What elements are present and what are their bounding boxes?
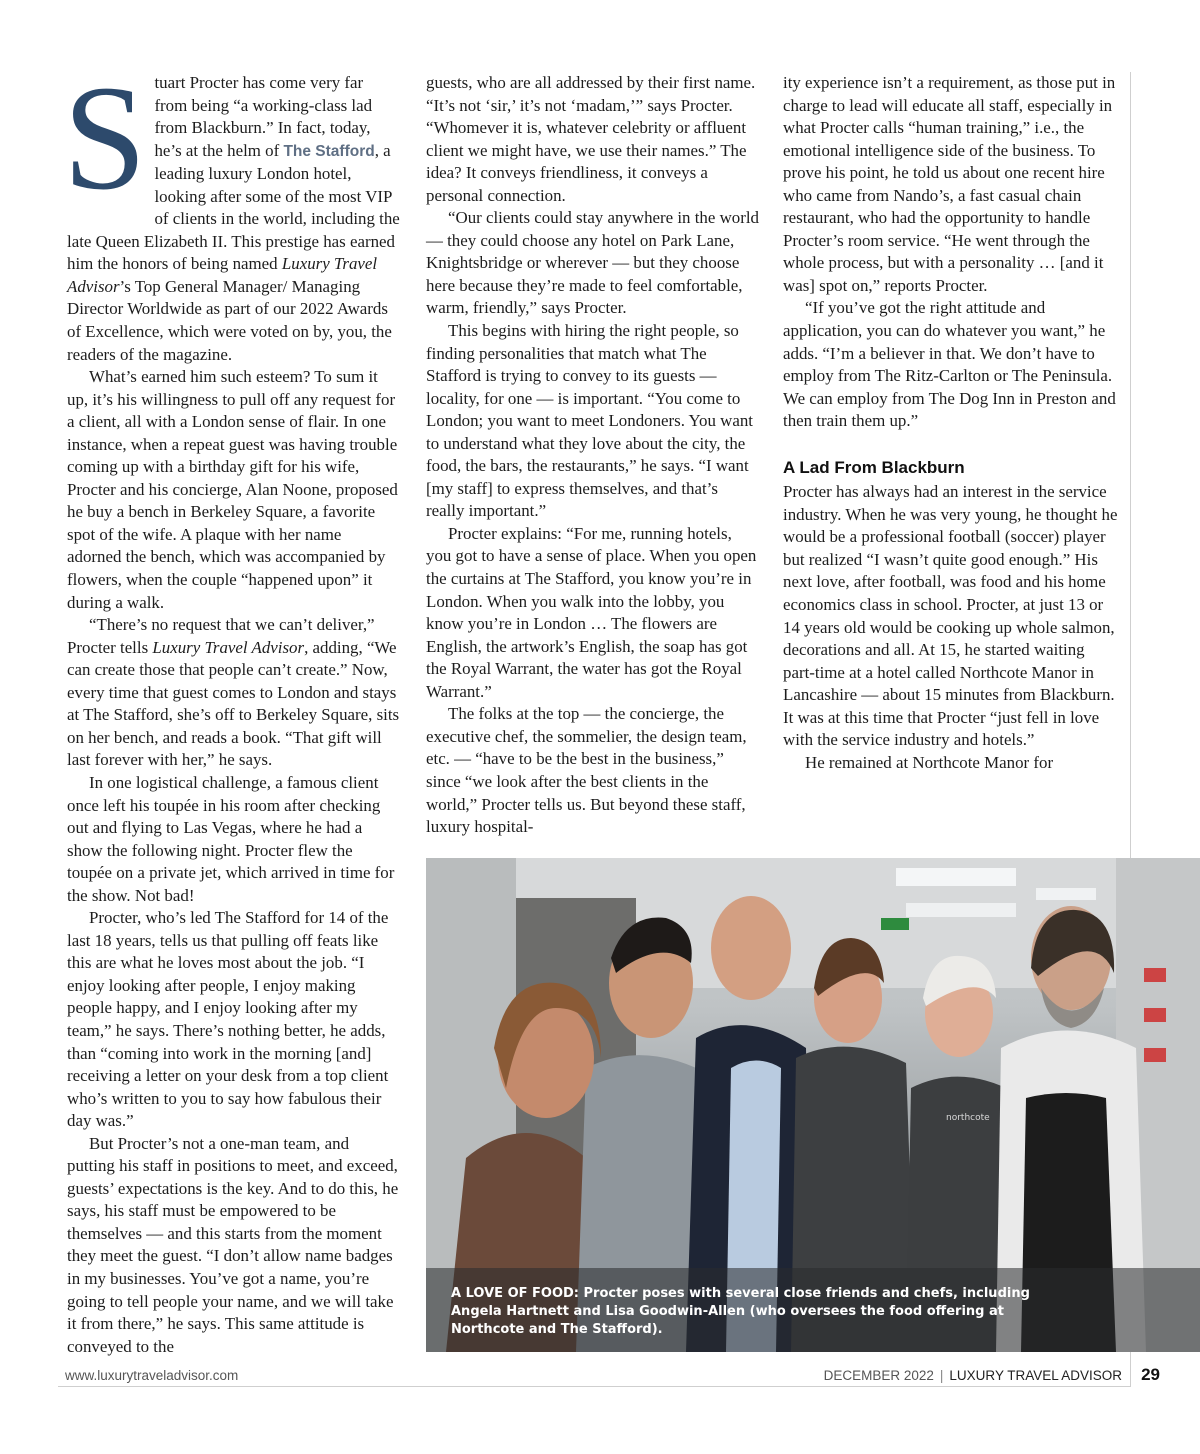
kitchen-scene [426,858,1200,1352]
paragraph: Procter explains: “For me, running hotels, you got to have a sense of place. When you open the curtains at The Stafford, you know you’re in London. When you walk into the lobby, you know you’re in London … The flowers are English, the artwork’s English, the soap has got the Royal Warrant, the water has got the Royal Warrant.” [426,523,757,701]
photo-caption: A LOVE OF FOOD: Procter poses with several close friends and chefs, including Angela Hartnett and Lisa Goodwin-Allen (who oversees the food offering at Northcote and The Stafford). [451,1286,1030,1337]
drop-cap: S [63,55,147,221]
subheading: A Lad From Blackburn [783,457,965,477]
footer-separator: | [939,1368,944,1383]
article-column-1 [63,55,400,1358]
paragraph: “Our clients could stay anywhere in the world — they could choose any hotel on Park Lane, Knightsbridge or wherever — but they choose here because they’re made to feel comfortable, warm, friendly,” says Procter. [426,208,759,318]
footer-rule [58,1386,1131,1387]
paragraph: Procter has always had an interest in the service industry. When he was very young, he thought he would be a professional football (soccer) player but realized “I wasn’t quite good enough.” His next love, after football, was food and his home economics class in school. Procter, at just 13 or 14 years old would be cooking up whole salmon, decorations and all. At 15, he started waiting part-time at a hotel called Northcote Manor in Lancashire — about 15 minutes from Blackburn. It was at this time that Procter “just fell in love with the service industry and hotels.” [783,482,1118,750]
paragraph: guests, who are all addressed by their first name. “It’s not ‘sir,’ it’s not ‘madam,’” says Procter. “Whomever it is, whatever celebrity or affluent client we might have, we use their names.” The idea? It conveys friendliness, it conveys a personal connection. [426,73,756,205]
paragraph: “There’s no request that we can’t deliver,” Procter tells Luxury Travel Advisor, adding, “We can create those that people can’t create.” Now, every time that guest comes to London and stays at The Stafford, she’s off to Berkeley Square, sits on her bench, and reads a book. “That gift will last forever with her,” he says. [67,615,400,770]
paragraph: But Procter’s not a one-man team, and putting his staff in positions to meet, and exceed, guests’ expectations is the key. And to do this, he says, his staff must be empowered to be themselves — and this starts from the moment they meet the guest. “I don’t allow name badges in my businesses. You’ve got a name, you’re going to tell people your name, and we will take it from there,” he says. This same attitude is conveyed to the [67,1133,399,1356]
paragraph: What’s earned him such esteem? To sum it up, it’s his willingness to pull off any request for a client, all with a London sense of flair. In one instance, when a repeat guest was having trouble coming up with a birthday gift for his wife, Procter and his concierge, Alan Noone, proposed he buy a bench in Berkeley Square, a favorite spot of the wife. A plaque with her name adorned the bench, which was accompanied by flowers, when the couple “happened upon” it during a walk. [67,367,398,612]
paragraph: ity experience isn’t a requirement, as those put in charge to lead will educate all staff, especially in what Procter calls “human training,” i.e., the emotional intelligence side of the business. To prove his point, he told us about one recent hire who came from Nando’s, a fast casual chain restaurant, who had the opportunity to handle Procter’s room service. “He went through the whole process, but with a personality … [and it was] spot on,” reports Procter. [783,73,1116,295]
footer-website: www.luxurytraveladvisor.com [65,1368,239,1383]
footer-date: DECEMBER 2022 [823,1368,934,1383]
paragraph: This begins with hiring the right people, so finding personalities that match what The Stafford is trying to convey to its guests — locality, for one — is important. “You come to London; you want to meet Londoners. You want to understand what they love about the city, the food, the bars, the restaurants,” he says. “I want [my staff] to express themselves, and that’s really important.” [426,321,753,521]
hotel-name: The Stafford [283,142,375,160]
paragraph: In one logistical challenge, a famous client once left his toupée in his room after checking out and flying to Las Vegas, where he had a show the following night. Procter flew the toupée on a private jet, which arrived in time for the show. Not bad! [67,772,395,905]
page-number: 29 [1141,1365,1160,1384]
footer-magazine: LUXURY TRAVEL ADVISOR [949,1368,1122,1383]
apron-logo: northcote [946,1113,990,1123]
paragraph: “If you’ve got the right attitude and application, you can do whatever you want,” he adds. “I’m a believer in that. We don’t have to employ from The Ritz-Carlton or The Peninsula. We can employ from The Dog Inn in Preston and then train them up.” [783,298,1116,431]
magazine-name: Luxury Travel Advisor [152,637,305,657]
paragraph: Procter, who’s led The Stafford for 14 of the last 18 years, tells us that pulling off feats like this are what he loves most about the job. “I enjoy looking after people, I enjoy making people happy, and I enjoy looking after my team,” he says. There’s nothing better, he adds, than “coming into work in the morning [and] receiving a letter on your desk from a top client who’s written to you to say how fabulous their day was.” [67,908,389,1131]
article-column-2 [426,72,759,839]
paragraph: The folks at the top — the concierge, the executive chef, the sommelier, the design team, etc. — “have to be the best in the business,” since “we look after the best clients in the world,” Procter tells us. But beyond these staff, luxury hospital- [426,704,747,837]
group-photo [426,858,1200,1352]
paragraph: He remained at Northcote Manor for [805,752,1054,772]
magazine-name: Luxury Travel Advisor [67,254,378,296]
paragraph-intro: Stuart Procter has come very far from being “a working-class lad from Blackburn.” In fact, today, he’s at the helm of The Stafford, a leading luxury London hotel, looking after some of the most VIP of clients in the world, including the late Queen Elizabeth II. This prestige has earned him the honors of being named Luxury Travel Advisor’s Top General Manager/ Managing Director Worldwide as part of our 2022 Awards of Excellence, which were voted on by, you, the readers of the magazine. [63,55,400,364]
article-column-3 [783,72,1118,774]
footer-issue [824,1368,1122,1383]
